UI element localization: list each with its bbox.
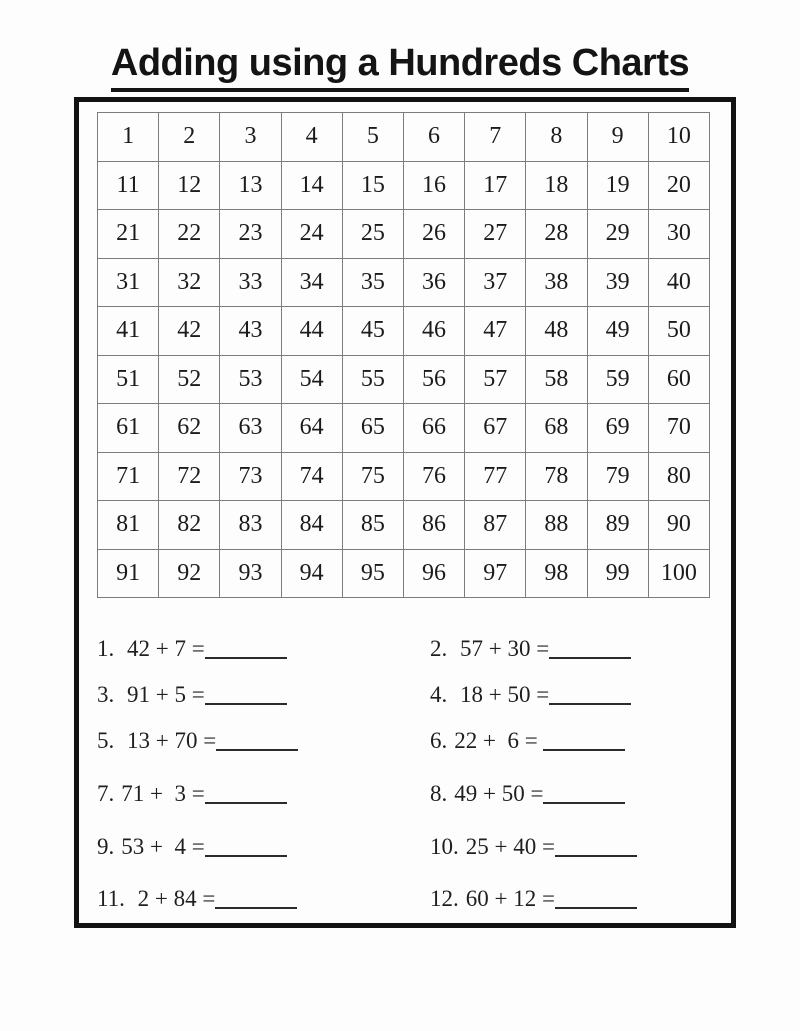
problem-number: 9.	[97, 834, 115, 859]
chart-row	[98, 501, 710, 550]
chart-cell: 34	[281, 258, 342, 307]
chart-cell: 91	[98, 549, 159, 598]
chart-cell: 21	[98, 210, 159, 259]
answer-blank	[205, 703, 287, 705]
chart-cell: 90	[648, 501, 709, 550]
chart-cell: 27	[465, 210, 526, 259]
chart-cell: 9	[587, 113, 648, 162]
chart-row	[98, 161, 710, 210]
chart-cell: 23	[220, 210, 281, 259]
chart-cell: 41	[98, 307, 159, 356]
chart-cell: 17	[465, 161, 526, 210]
chart-cell: 60	[648, 355, 709, 404]
chart-cell: 25	[342, 210, 403, 259]
chart-cell: 52	[159, 355, 220, 404]
chart-cell: 63	[220, 404, 281, 453]
chart-cell: 58	[526, 355, 587, 404]
chart-cell: 82	[159, 501, 220, 550]
chart-cell: 14	[281, 161, 342, 210]
problem-expression: 13 + 70 =	[121, 728, 217, 753]
hundreds-chart	[97, 112, 710, 598]
problem-item	[430, 886, 637, 912]
chart-cell: 99	[587, 549, 648, 598]
chart-cell: 85	[342, 501, 403, 550]
problem-item	[97, 636, 287, 662]
chart-cell: 67	[465, 404, 526, 453]
problems-section	[79, 598, 731, 923]
problem-number: 3.	[97, 682, 115, 707]
chart-cell: 8	[526, 113, 587, 162]
chart-cell: 33	[220, 258, 281, 307]
problem-item	[97, 682, 287, 708]
answer-blank	[205, 855, 287, 857]
chart-cell: 51	[98, 355, 159, 404]
problem-number: 1.	[97, 636, 115, 661]
problem-item	[430, 728, 625, 754]
chart-cell: 30	[648, 210, 709, 259]
chart-cell: 13	[220, 161, 281, 210]
chart-cell: 22	[159, 210, 220, 259]
problem-expression: 18 + 50 =	[454, 682, 550, 707]
chart-cell: 37	[465, 258, 526, 307]
chart-cell: 55	[342, 355, 403, 404]
chart-cell: 86	[403, 501, 464, 550]
chart-cell: 64	[281, 404, 342, 453]
answer-blank	[215, 907, 297, 909]
answer-blank	[205, 802, 287, 804]
chart-cell: 94	[281, 549, 342, 598]
chart-cell: 1	[98, 113, 159, 162]
problem-number: 2.	[430, 636, 448, 661]
answer-blank	[205, 657, 287, 659]
chart-cell: 47	[465, 307, 526, 356]
answer-blank	[549, 703, 631, 705]
chart-row	[98, 307, 710, 356]
chart-cell: 32	[159, 258, 220, 307]
chart-cell: 81	[98, 501, 159, 550]
problem-expression: 22 + 6 =	[454, 728, 544, 753]
answer-blank	[555, 907, 637, 909]
chart-cell: 3	[220, 113, 281, 162]
chart-cell: 43	[220, 307, 281, 356]
chart-cell: 57	[465, 355, 526, 404]
problem-number: 7.	[97, 781, 115, 806]
problem-number: 4.	[430, 682, 448, 707]
chart-cell: 100	[648, 549, 709, 598]
chart-cell: 96	[403, 549, 464, 598]
chart-cell: 4	[281, 113, 342, 162]
chart-row	[98, 113, 710, 162]
chart-row	[98, 210, 710, 259]
answer-blank	[543, 749, 625, 751]
chart-cell: 95	[342, 549, 403, 598]
problem-expression: 60 + 12 =	[465, 886, 555, 911]
chart-cell: 76	[403, 452, 464, 501]
hundreds-chart-body	[98, 113, 710, 598]
chart-cell: 77	[465, 452, 526, 501]
chart-cell: 72	[159, 452, 220, 501]
chart-row	[98, 258, 710, 307]
chart-cell: 84	[281, 501, 342, 550]
chart-cell: 18	[526, 161, 587, 210]
chart-cell: 71	[98, 452, 159, 501]
problem-item	[430, 834, 637, 860]
chart-cell: 35	[342, 258, 403, 307]
problem-expression: 49 + 50 =	[454, 781, 544, 806]
problem-number: 11.	[97, 886, 125, 911]
answer-blank	[549, 657, 631, 659]
chart-cell: 40	[648, 258, 709, 307]
chart-cell: 24	[281, 210, 342, 259]
chart-cell: 75	[342, 452, 403, 501]
chart-cell: 10	[648, 113, 709, 162]
problem-number: 8.	[430, 781, 448, 806]
problem-number: 10.	[430, 834, 459, 859]
answer-blank	[216, 749, 298, 751]
problem-expression: 91 + 5 =	[121, 682, 205, 707]
chart-cell: 15	[342, 161, 403, 210]
chart-cell: 88	[526, 501, 587, 550]
chart-cell: 19	[587, 161, 648, 210]
problem-expression: 42 + 7 =	[121, 636, 205, 661]
chart-cell: 48	[526, 307, 587, 356]
page-title	[0, 42, 800, 92]
chart-cell: 31	[98, 258, 159, 307]
chart-cell: 16	[403, 161, 464, 210]
problem-expression: 25 + 40 =	[465, 834, 555, 859]
problem-number: 5.	[97, 728, 115, 753]
worksheet-box	[74, 97, 736, 928]
chart-cell: 54	[281, 355, 342, 404]
chart-cell: 26	[403, 210, 464, 259]
chart-cell: 83	[220, 501, 281, 550]
problem-item	[97, 781, 287, 807]
chart-cell: 50	[648, 307, 709, 356]
answer-blank	[543, 802, 625, 804]
chart-cell: 74	[281, 452, 342, 501]
problem-item	[430, 781, 625, 807]
problem-expression: 2 + 84 =	[131, 886, 216, 911]
answer-blank	[555, 855, 637, 857]
chart-cell: 70	[648, 404, 709, 453]
problem-expression: 71 + 3 =	[121, 781, 205, 806]
chart-cell: 93	[220, 549, 281, 598]
problem-number: 12.	[430, 886, 459, 911]
chart-row	[98, 355, 710, 404]
problem-item	[97, 834, 287, 860]
chart-cell: 56	[403, 355, 464, 404]
chart-cell: 38	[526, 258, 587, 307]
chart-cell: 46	[403, 307, 464, 356]
chart-cell: 98	[526, 549, 587, 598]
chart-cell: 97	[465, 549, 526, 598]
chart-cell: 42	[159, 307, 220, 356]
page-title-text: Adding using a Hundreds Charts	[111, 42, 689, 92]
problem-item	[97, 728, 298, 754]
chart-cell: 28	[526, 210, 587, 259]
chart-cell: 59	[587, 355, 648, 404]
problem-item	[430, 636, 631, 662]
chart-cell: 89	[587, 501, 648, 550]
chart-cell: 5	[342, 113, 403, 162]
chart-cell: 7	[465, 113, 526, 162]
chart-cell: 44	[281, 307, 342, 356]
chart-cell: 69	[587, 404, 648, 453]
chart-cell: 61	[98, 404, 159, 453]
chart-row	[98, 404, 710, 453]
chart-cell: 12	[159, 161, 220, 210]
problem-item	[430, 682, 631, 708]
chart-cell: 6	[403, 113, 464, 162]
problem-expression: 57 + 30 =	[454, 636, 550, 661]
chart-cell: 20	[648, 161, 709, 210]
problem-number: 6.	[430, 728, 448, 753]
chart-cell: 80	[648, 452, 709, 501]
chart-cell: 87	[465, 501, 526, 550]
chart-cell: 79	[587, 452, 648, 501]
chart-cell: 73	[220, 452, 281, 501]
chart-cell: 53	[220, 355, 281, 404]
chart-cell: 2	[159, 113, 220, 162]
chart-cell: 39	[587, 258, 648, 307]
chart-cell: 62	[159, 404, 220, 453]
chart-cell: 11	[98, 161, 159, 210]
chart-row	[98, 549, 710, 598]
chart-row	[98, 452, 710, 501]
chart-cell: 78	[526, 452, 587, 501]
chart-cell: 92	[159, 549, 220, 598]
chart-cell: 36	[403, 258, 464, 307]
chart-cell: 45	[342, 307, 403, 356]
chart-cell: 65	[342, 404, 403, 453]
chart-cell: 29	[587, 210, 648, 259]
problem-expression: 53 + 4 =	[121, 834, 205, 859]
chart-cell: 49	[587, 307, 648, 356]
problem-item	[97, 886, 297, 912]
chart-cell: 68	[526, 404, 587, 453]
chart-cell: 66	[403, 404, 464, 453]
